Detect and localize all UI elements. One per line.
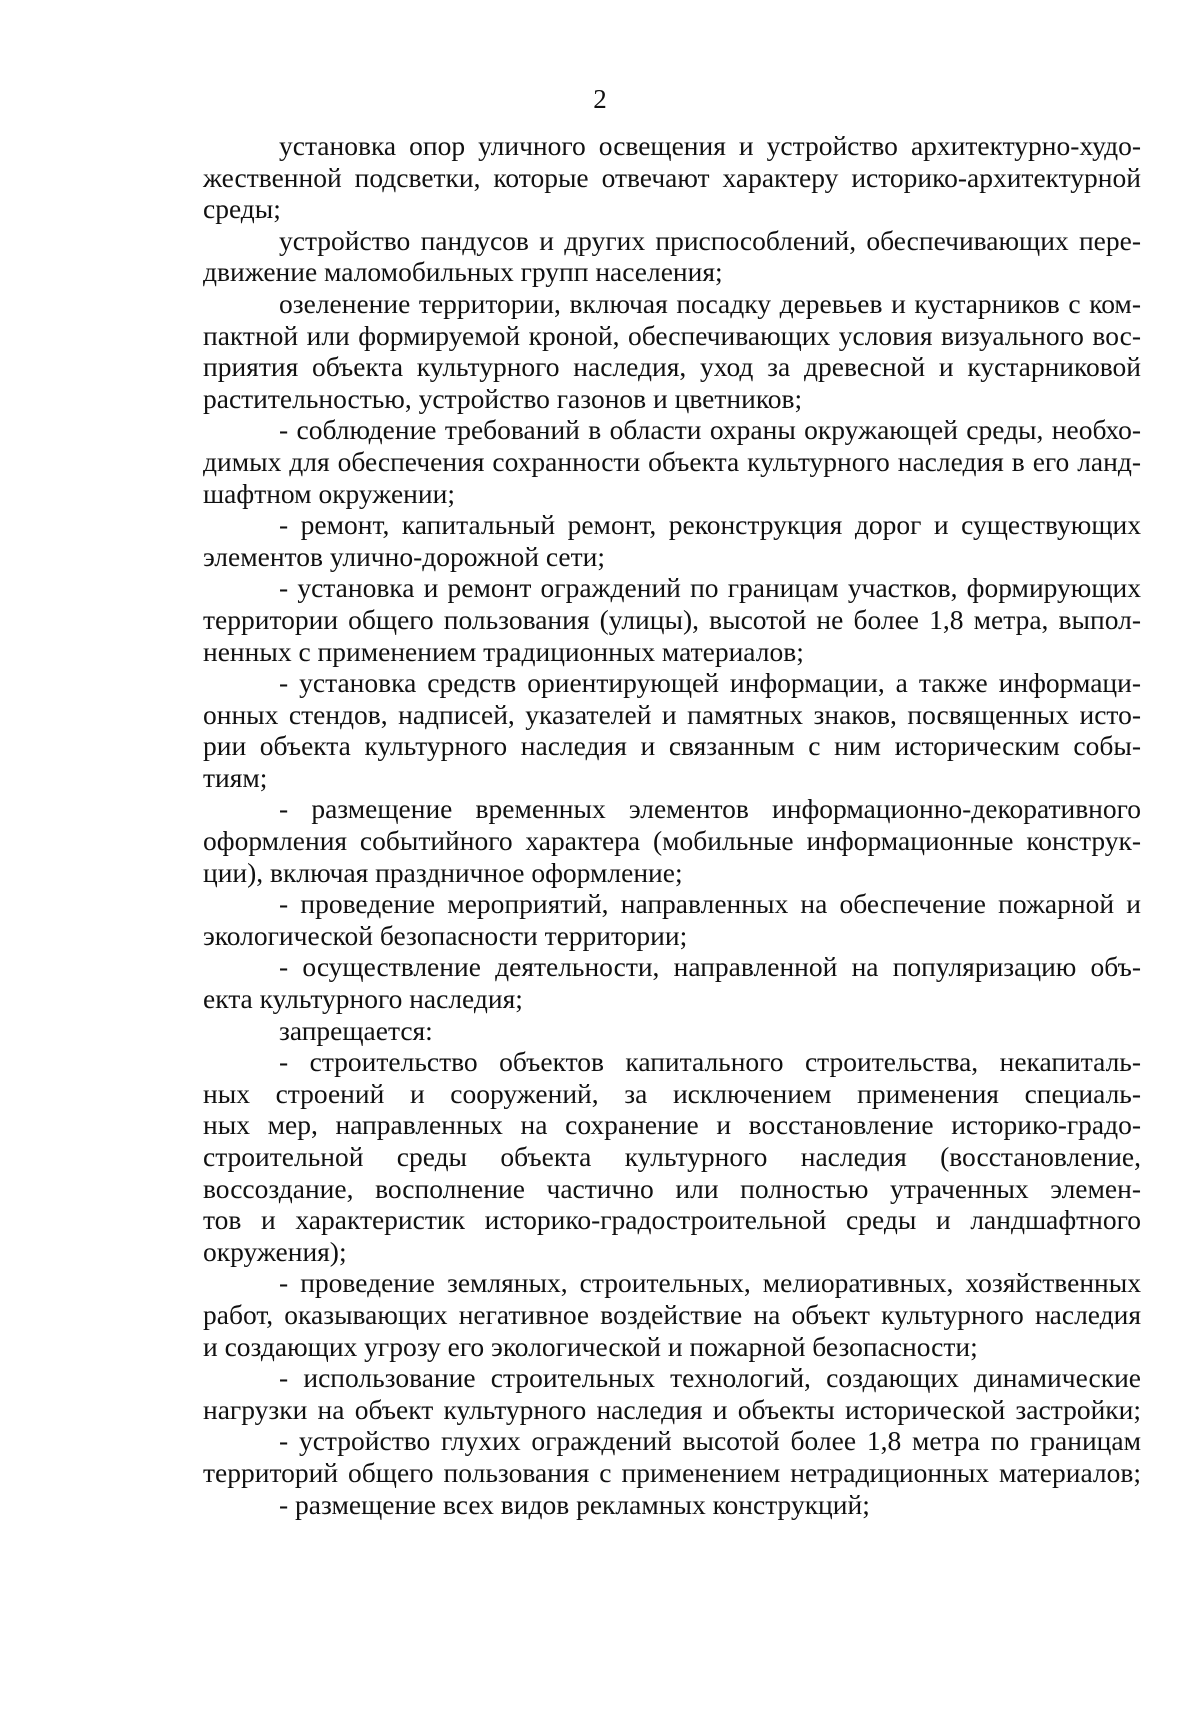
text-line: - устройство глухих ограждений высотой более 1,8 метра по границам xyxy=(279,1425,1141,1457)
text-line: строительной среды объекта культурного наследия (восстановление, xyxy=(203,1141,1141,1172)
text-line: онных стендов, надписей, указателей и памятных знаков, посвященных исто- xyxy=(203,698,1141,730)
text-line: рии объекта культурного наследия и связанным с ним историческим собы- xyxy=(203,730,1141,762)
text-line: приятия объекта культурного наследия, уход за древесной и кустарниковой xyxy=(203,351,1141,383)
text-line: тов и характеристик историко-градостроительной среды и ландшафтного xyxy=(203,1204,1141,1236)
text-line: воссоздание, восполнение частично или полностью утраченных элемен- xyxy=(203,1172,1141,1204)
text-line: - строительство объектов капитального строительства, некапиталь- xyxy=(279,1046,1141,1078)
text-line: озеленение территории, включая посадку деревьев и кустарников с ком- xyxy=(279,287,1141,319)
text-line: тиям; xyxy=(203,761,268,793)
text-line: - ремонт, капитальный ремонт, реконструкция дорог и существующих xyxy=(279,509,1141,541)
text-line: запрещается: xyxy=(279,1014,433,1046)
text-line: ции), включая праздничное оформление; xyxy=(203,856,683,888)
text-line: жественной подсветки, которые отвечают характеру историко-архитектурной xyxy=(203,161,1141,193)
text-line: ненных с применением традиционных материалов; xyxy=(203,635,804,667)
text-line: - установка и ремонт ограждений по границам участков, формирующих xyxy=(279,572,1141,604)
text-line: устройство пандусов и других приспособлений, обеспечивающих пере- xyxy=(279,224,1141,256)
text-line: движение маломобильных групп населения; xyxy=(203,256,723,288)
text-line: - размещение всех видов рекламных конструкций; xyxy=(279,1488,870,1520)
text-line: димых для обеспечения сохранности объекта культурного наследия в его ланд- xyxy=(203,445,1141,477)
text-line: нагрузки на объект культурного наследия и объекты исторической застройки; xyxy=(203,1393,1141,1425)
text-line: ных строений и сооружений, за исключением применения специаль- xyxy=(203,1077,1141,1109)
text-line: пактной или формируемой кроной, обеспечивающих условия визуального вос- xyxy=(203,319,1141,351)
text-line: - осуществление деятельности, направленной на популяризацию объ- xyxy=(279,951,1141,983)
text-line: ных мер, направленных на сохранение и восстановление историко-градо- xyxy=(203,1109,1141,1141)
text-line: территории общего пользования (улицы), высотой не более 1,8 метра, выпол- xyxy=(203,603,1141,635)
text-line: работ, оказывающих негативное воздействие на объект культурного наследия xyxy=(203,1298,1141,1330)
text-line: установка опор уличного освещения и устройство архитектурно-худо- xyxy=(279,130,1141,161)
text-line: территорий общего пользования с применением нетрадиционных материалов; xyxy=(203,1456,1141,1488)
text-line: - проведение мероприятий, направленных на обеспечение пожарной и xyxy=(279,888,1141,920)
text-line: - соблюдение требований в области охраны окружающей среды, необхо- xyxy=(279,414,1141,446)
text-line: и создающих угрозу его экологической и пожарной безопасности; xyxy=(203,1330,978,1362)
text-line: - размещение временных элементов информационно-декоративного xyxy=(279,793,1141,825)
page-number: 2 xyxy=(593,84,607,114)
text-line: - использование строительных технологий, создающих динамические xyxy=(279,1362,1141,1394)
text-line: среды; xyxy=(203,193,281,225)
text-line: екта культурного наследия; xyxy=(203,983,523,1015)
text-line: окружения); xyxy=(203,1235,347,1267)
text-line: оформления событийного характера (мобильные информационные конструк- xyxy=(203,825,1141,857)
document-body xyxy=(203,130,1141,1520)
text-line: растительностью, устройство газонов и цветников; xyxy=(203,382,803,414)
text-line: шафтном окружении; xyxy=(203,477,455,509)
text-line: экологической безопасности территории; xyxy=(203,919,688,951)
text-line: - проведение земляных, строительных, мелиоративных, хозяйственных xyxy=(279,1267,1141,1299)
text-line: элементов улично-дорожной сети; xyxy=(203,540,605,572)
text-line: - установка средств ориентирующей информации, а также информаци- xyxy=(279,667,1141,699)
